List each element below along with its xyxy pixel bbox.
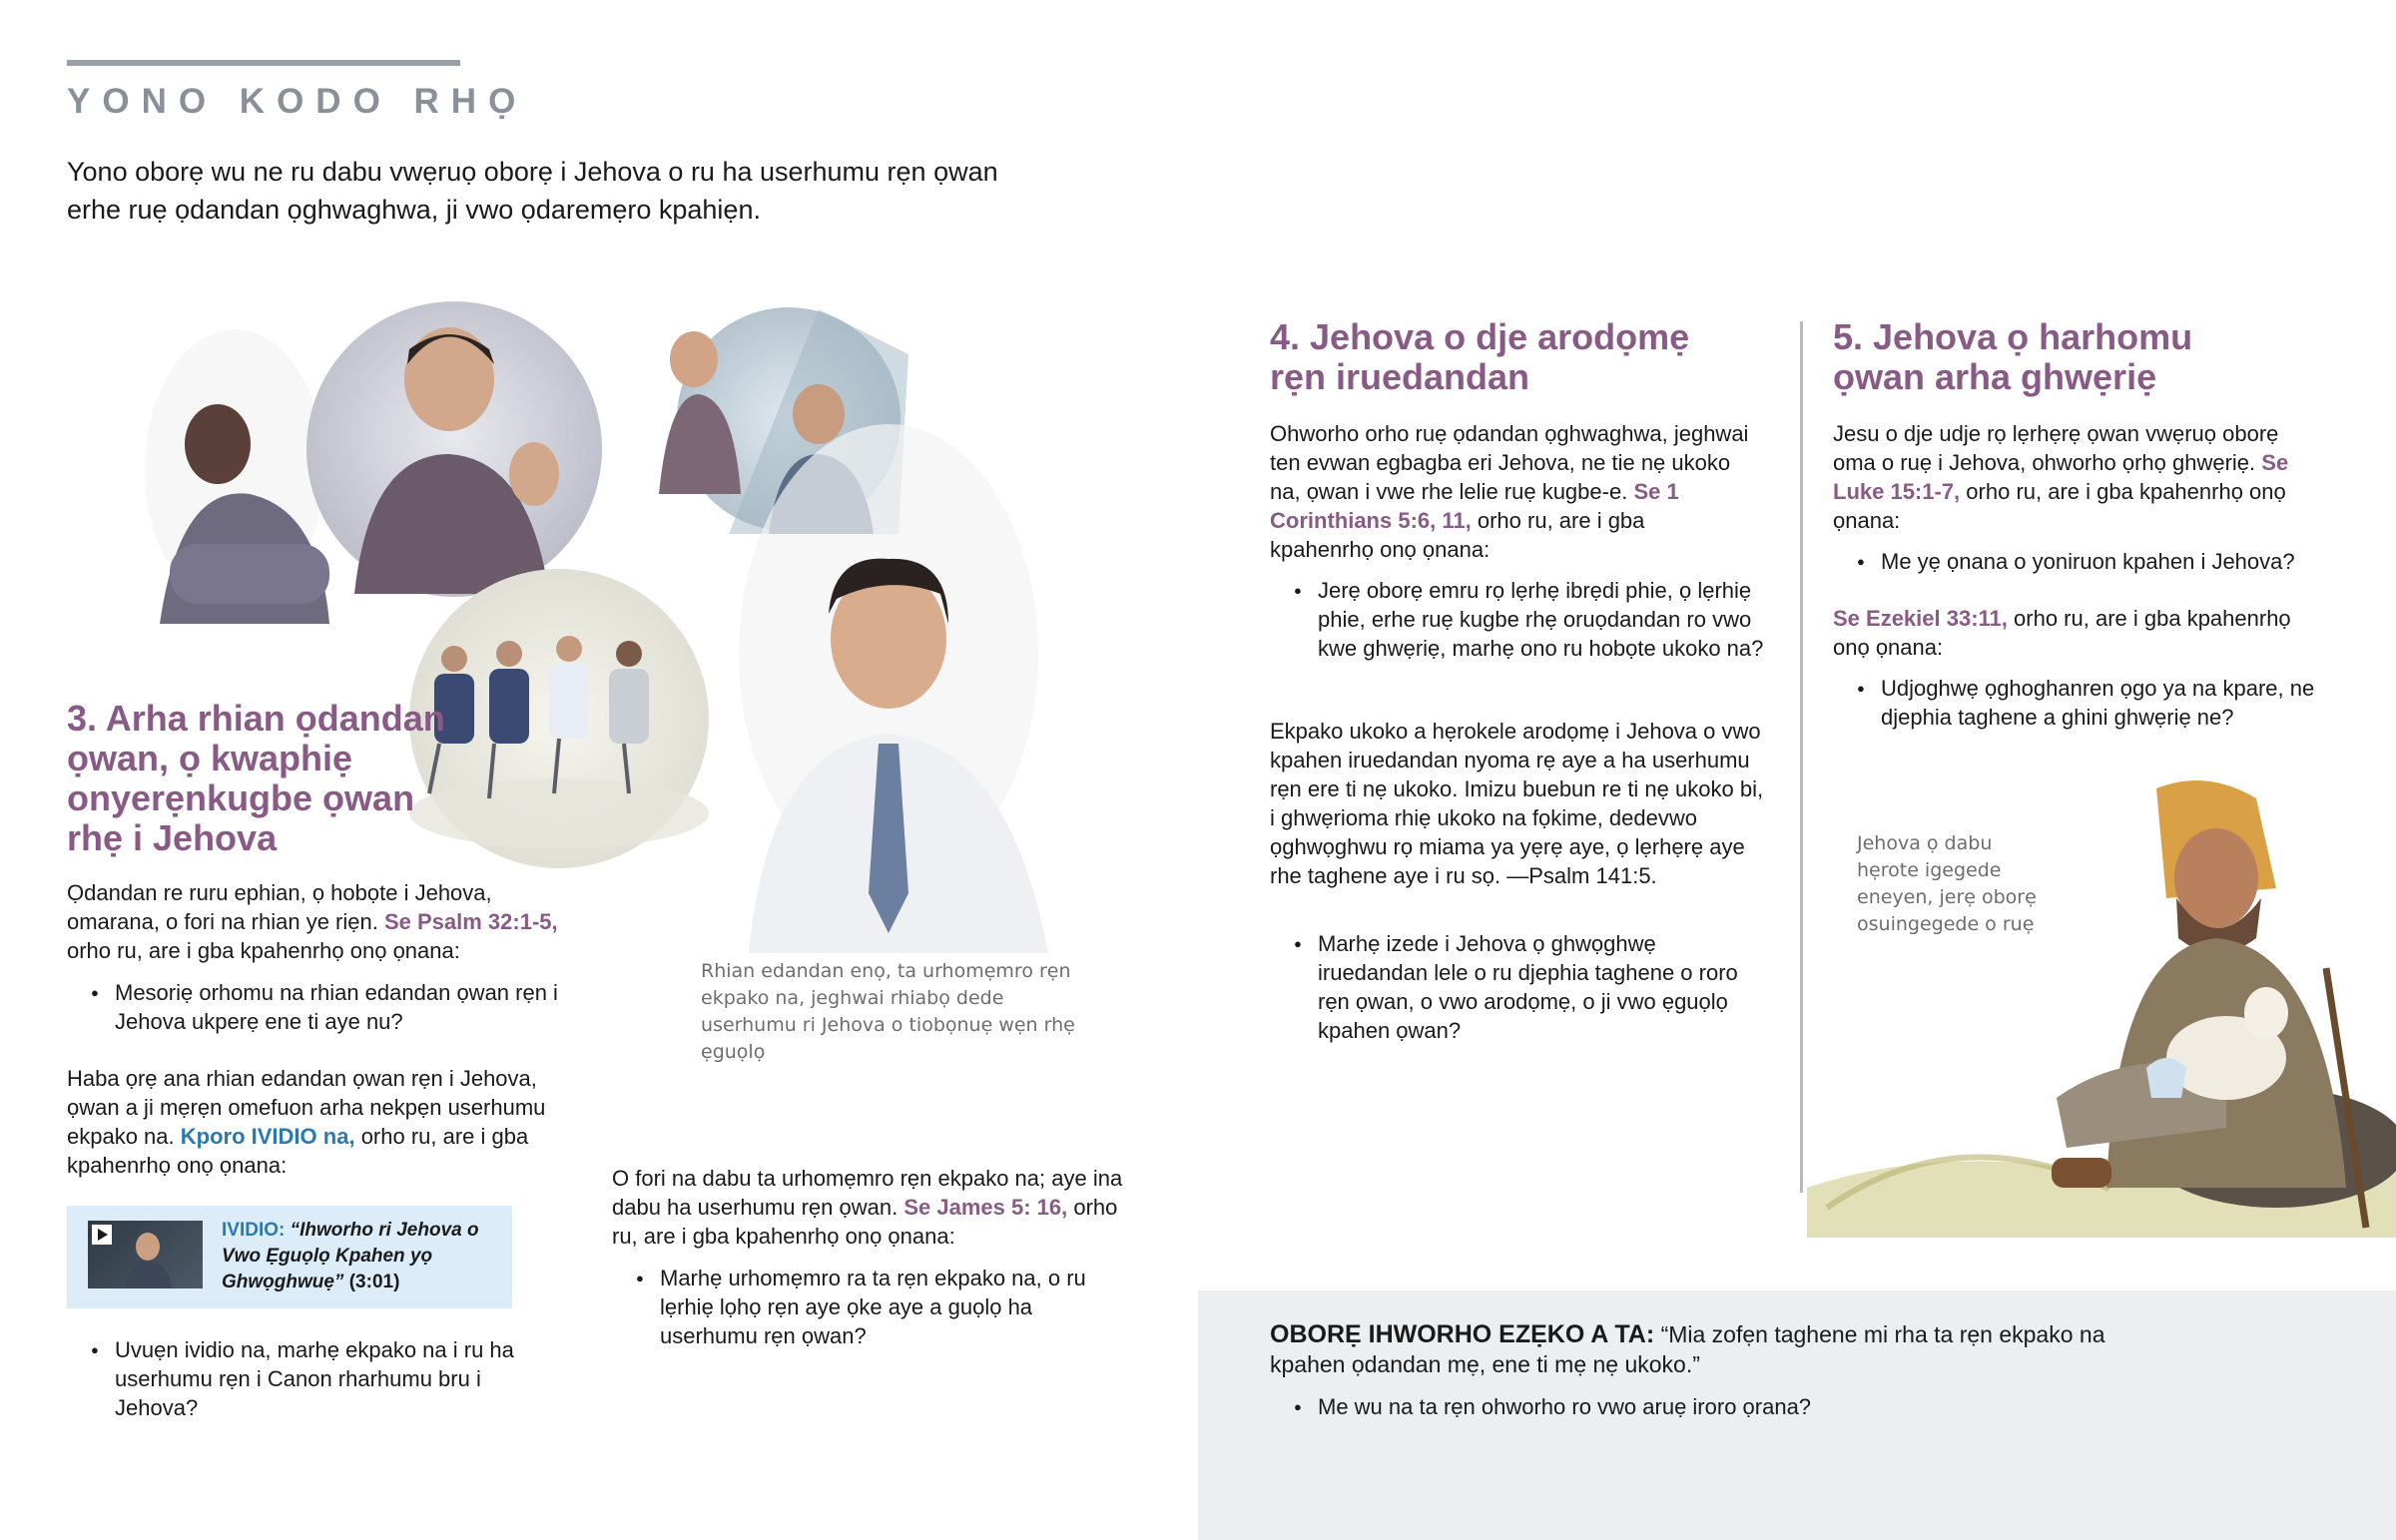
section-5-heading: 5. Jehova ọ harhomu ọwan arha ghwẹriẹ bbox=[1833, 316, 2193, 397]
section-5-paragraph-2 bbox=[1833, 604, 2322, 662]
question-item: ● Marhẹ urhomẹmro ra ta rẹn ekpako na, o ru lẹrhiẹ lọhọ rẹn aye ọke aye a guọlọ ha userhumu rẹn ọwan? bbox=[612, 1264, 1111, 1350]
scripture-ref-luke[interactable]: Se Luke 15:1-7, bbox=[1833, 450, 2289, 504]
section-3-paragraph-1 bbox=[67, 878, 586, 965]
intro-paragraph: Yono oborẹ wu ne ru dabu vwẹruọ oborẹ i Jehova o ru ha userhumu rẹn ọwan erhe ruẹ ọdandan ọghwaghwa, ji vwo ọdaremẹro kpahiẹn. bbox=[67, 157, 998, 225]
section-4-paragraph-2: Ekpako ukoko a hẹrokele arodọmẹ i Jehova o vwo kpahen iruedandan nyoma rẹ aye a ha userhumu rẹn ere ti nẹ ukoko. Imizu buebun re ti nẹ ukoko bi, i ghwẹrioma rhiẹ ukoko na fọkime, dedevwo ọghwọghwu rọ miama ya yẹrẹ aye, ọ lẹrhẹrẹ aye rhe taghene aye i ru sọ. —Psalm 141:5. bbox=[1270, 719, 1764, 888]
section-4-paragraph-1 bbox=[1270, 419, 1749, 564]
scripture-ref-corinthians[interactable]: Se 1 Corinthians 5:6, 11, bbox=[1270, 479, 1679, 533]
video-link[interactable]: Kporo IVIDIO na, bbox=[180, 1124, 355, 1149]
objection-questions bbox=[1270, 1392, 2168, 1421]
section-4-heading: 4. Jehova o dje arodọmẹ rẹn iruedandan bbox=[1270, 316, 1690, 397]
question-item: ● Jerẹ oborẹ emru rọ lẹrhẹ ibrẹdi phie, ọ lẹrhiẹ phie, erhe ruẹ kugbe rhẹ oruọdandan ro vwo kwe ghwẹriẹ, marhẹ ono ru hobọte ukoko na? bbox=[1270, 576, 1769, 663]
objection-label: OBORẸ IHWORHO EZẸKO A TA: bbox=[1270, 1320, 1655, 1348]
scripture-ref-ezekiel[interactable]: Se Ezekiel 33:11, bbox=[1833, 606, 2008, 631]
section-3-heading: 3. Arha rhian ọdandan ọwan, ọ kwaphiẹ onyerẹnkugbe ọwan rhẹ i Jehova bbox=[67, 698, 445, 858]
question-item: ● Marhẹ izede i Jehova ọ ghwọghwẹ iruedandan lele o ru djephia taghene o roro rẹn ọwan, o vwo arodọmẹ, o ji vwo ẹguọlọ kpahen ọwan? bbox=[1270, 929, 1769, 1045]
play-icon[interactable] bbox=[92, 1225, 112, 1245]
section-3-p1-text: Ọdandan re ruru ephian, ọ hobọte i Jehova, omarana, o fori na rhian ye riẹn. bbox=[67, 880, 492, 934]
section-3-p3-tail: orho ru, are i gba kpahenrhọ onọ ọnana: bbox=[612, 1195, 1118, 1249]
illustration-caption-shepherd: Jehova ọ dabu hẹrote igegede eneyen, jerẹ oborẹ osuingegede o ruẹ bbox=[1857, 832, 2037, 935]
section-3-p1-tail: orho ru, are i gba kpahenrhọ onọ ọnana: bbox=[67, 938, 460, 963]
section-5-questions-2 bbox=[1833, 674, 2332, 732]
section-4-questions-2 bbox=[1270, 929, 1769, 1045]
section-4-p1-tail: orho ru, are i gba kpahenrhọ onọ ọnana: bbox=[1270, 508, 1645, 562]
section-4-questions-1 bbox=[1270, 576, 1769, 663]
scripture-ref-psalm[interactable]: Se Psalm 32:1-5, bbox=[383, 909, 558, 934]
section-3-paragraph-3 bbox=[612, 1164, 1131, 1251]
question-item: ● Mesoriẹ orhomu na rhian edandan ọwan rẹn i Jehova ukperẹ ene ti aye nu? bbox=[67, 978, 586, 1036]
section-3-p2-tail: orho ru, are i gba kpahenrhọ onọ ọnana: bbox=[67, 1124, 529, 1178]
objection-quote: “Mia zofẹn taghene mi rha ta rẹn ekpako na kpahen ọdandan mẹ, ene ti mẹ nẹ ukoko.” bbox=[1270, 1321, 2105, 1377]
scripture-ref-james[interactable]: Se James 5: 16, bbox=[903, 1195, 1068, 1220]
section-5-p1-text: Jesu o dje udje rọ lẹrhẹrẹ ọwan vwẹruọ oborẹ oma o ruẹ i Jehova, ohworho ọrhọ ghwẹriẹ. bbox=[1833, 421, 2279, 475]
section-5-paragraph-1 bbox=[1833, 419, 2322, 535]
video-label: IVIDIO: bbox=[222, 1220, 286, 1241]
illustration-caption-elders: Rhian edandan enọ, ta urhomẹmro rẹn ekpako na, jeghwai rhiabọ dede userhumu ri Jehova o tiobọnuẹ wẹn rhẹ ẹguọlọ bbox=[701, 960, 1075, 1063]
column-divider bbox=[1800, 321, 1803, 1193]
question-item: ● Udjoghwẹ ọghoghanren ọgo ya na kpare, ne djephia taghene a ghini ghwẹriẹ ne? bbox=[1833, 674, 2332, 732]
page-kicker: YONO KODO RHỌ bbox=[67, 82, 528, 121]
section-3-questions-1 bbox=[67, 978, 586, 1036]
section-4-p1-text: Ohworho orho ruẹ ọdandan ọghwaghwa, jeghwai ten evwan egbagba eri Jehova, ne tie nẹ ukoko na, ọwan i vwe rhe lelie ruẹ kugbe-e. bbox=[1270, 421, 1749, 504]
question-item: ● Uvuẹn ividio na, marhẹ ekpako na i ru ha userhumu rẹn i Canon rharhumu bru i Jehova? bbox=[67, 1335, 566, 1422]
section-5-questions-1 bbox=[1833, 547, 2332, 576]
section-3-p3-text: O fori na dabu ta urhomẹmro rẹn ekpako na; aye ina dabu ha userhumu rẹn ọwan. bbox=[612, 1166, 1123, 1220]
question-item: ● Me wu na ta rẹn ohworho ro vwo aruẹ iroro ọrana? bbox=[1270, 1392, 2168, 1421]
video-caption[interactable] bbox=[222, 1218, 501, 1295]
section-5-p1-tail: orho ru, are i gba kpahenrhọ onọ ọnana: bbox=[1833, 479, 2286, 533]
video-duration: (3:01) bbox=[348, 1272, 400, 1292]
section-3-questions-3 bbox=[612, 1264, 1111, 1350]
section-3-p2-text: Haba ọrẹ ana rhian edandan ọwan rẹn i Jehova, ọwan a ji mẹrẹn omefuon arha nekpẹn userhumu ekpako na. bbox=[67, 1066, 546, 1149]
section-3-questions-2 bbox=[67, 1335, 566, 1422]
question-item: ● Me yẹ ọnana o yoniruon kpahen i Jehova? bbox=[1833, 547, 2332, 576]
section-5-p2-tail: orho ru, are i gba kpahenrhọ onọ ọnana: bbox=[1833, 606, 2291, 660]
objection-text bbox=[1270, 1319, 2148, 1379]
video-title: “Ihworho ri Jehova o Vwo Ẹguọlọ Kpahen yọ Ghwọghwuẹ” bbox=[222, 1220, 479, 1292]
video-thumbnail[interactable] bbox=[88, 1221, 203, 1288]
header-rule bbox=[67, 60, 460, 66]
section-3-paragraph-2 bbox=[67, 1064, 586, 1180]
